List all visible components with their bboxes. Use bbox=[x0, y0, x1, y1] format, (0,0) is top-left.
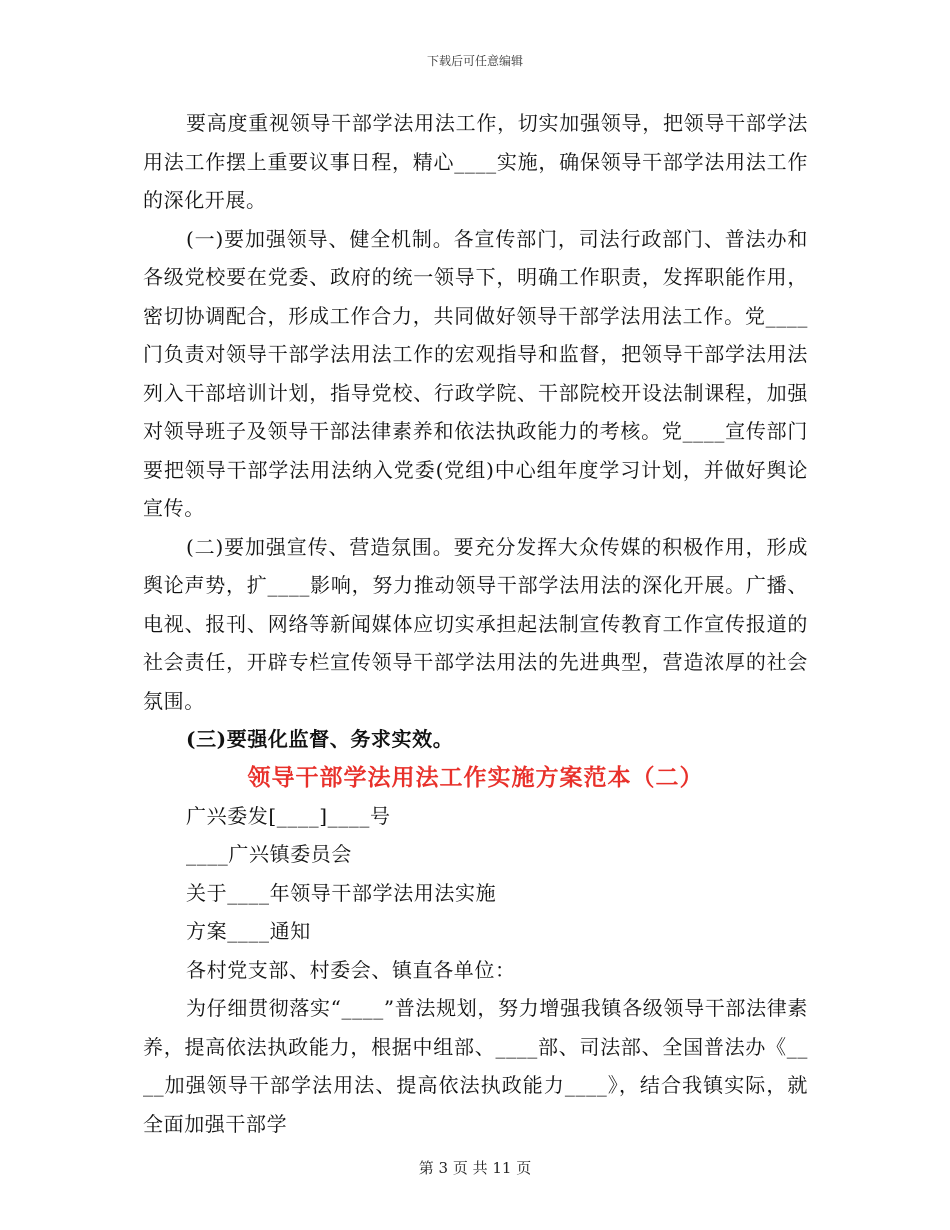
paragraph-section-1: (一)要加强领导、健全机制。各宣传部门，司法行政部门、普法办和各级党校要在党委、政府的统一领导下，明确工作职责，发挥职能作用，密切协调配合，形成工作合力，共同做好领导干部学法用法工作。党____门负责对领导干部学法用法工作的宏观指导和监督，把领导干部学法用法列入干部培训计划，指导党校、行政学院、干部院校开设法制课程，加强对领导班子及领导干部法律素养和依法执政能力的考核。党____宣传部门要把领导干部学法用法纳入党委(党组)中心组年度学习计划，并做好舆论宣传。 bbox=[143, 226, 808, 520]
page-header: 下载后可任意编辑 bbox=[426, 54, 523, 68]
paragraph-notice-body: 为仔细贯彻落实“____”普法规划，努力增强我镇各级领导干部法律素养，提高依法执政能力，根据中组部、____部、司法部、全国普法办《____加强领导干部学法用法、提高依法执政能力____》，结合我镇实际，就全面加强干部学 bbox=[143, 996, 808, 1136]
addressee-line: 各村党支部、村委会、镇直各单位： bbox=[186, 957, 516, 982]
subject-line-1: 关于____年领导干部学法用法实施 bbox=[186, 880, 497, 905]
document-title: 领导干部学法用法工作实施方案范本（二） bbox=[247, 763, 704, 791]
subject-line-2: 方案____通知 bbox=[186, 919, 311, 943]
page-number: 第 3 页 共 11 页 bbox=[418, 1159, 532, 1177]
document-body bbox=[143, 104, 808, 1143]
paragraph-section-3-heading: (三)要强化监督、务求实效。 bbox=[186, 727, 454, 751]
issuer-line: ____广兴镇委员会 bbox=[186, 842, 352, 866]
doc-number-line: 广兴委发[____]____号 bbox=[186, 803, 391, 828]
paragraph-section-2: (二)要加强宣传、营造氛围。要充分发挥大众传媒的积极作用，形成舆论声势，扩____影响，努力推动领导干部学法用法的深化开展。广播、电视、报刊、网络等新闻媒体应切实承担起法制宣传教育工作宣传报道的社会责任，开辟专栏宣传领导干部学法用法的先进典型，营造浓厚的社会氛围。 bbox=[143, 534, 808, 713]
paragraph-intro: 要高度重视领导干部学法用法工作，切实加强领导，把领导干部学法用法工作摆上重要议事日程，精心____实施，确保领导干部学法用法工作的深化开展。 bbox=[143, 111, 808, 212]
